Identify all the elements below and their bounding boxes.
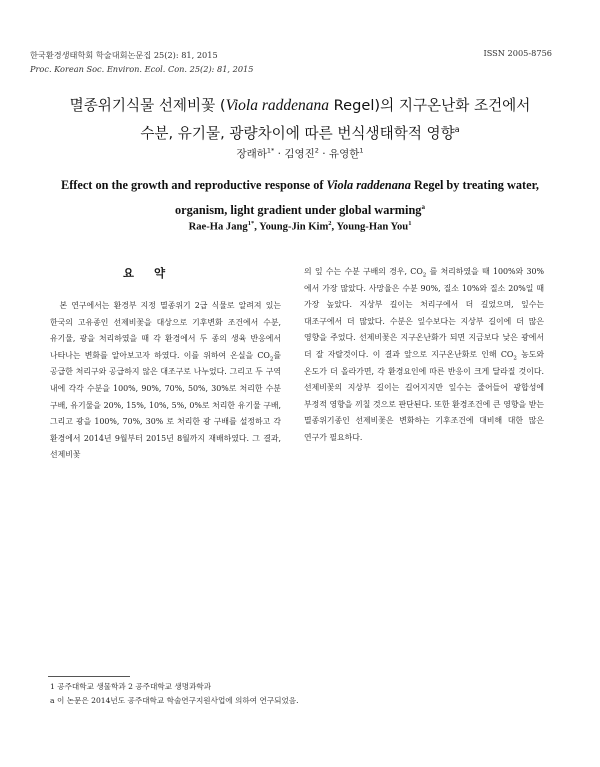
footnote-divider xyxy=(48,676,130,677)
authors-english: Rae-Ha Jang$^{1*}$, Young-Jin Kim$^2$, Young-Han You$^1$ xyxy=(188,220,412,233)
abstract-heading: 요 약 xyxy=(122,266,174,280)
author-1-en: Rae-Ha Jang xyxy=(188,221,248,233)
title-english xyxy=(0,174,600,221)
footnotes xyxy=(50,680,299,708)
author-3: 유영한 xyxy=(328,148,360,160)
title-korean xyxy=(0,94,600,146)
journal-header xyxy=(30,48,253,76)
title-english-line2: organism, light gradient under global warming$^a$ xyxy=(175,203,425,218)
title-korean-line2: 수분, 유기물, 광량차이에 따른 번식생태학적 영향$^a$ xyxy=(140,124,460,142)
author-3-en: Young-Han You xyxy=(336,221,409,233)
abstract-right-column: 의 잎 수는 수분 구배의 경우, $CO_2$ 를 처리하였을 때 100%와 30%에서 가장 많았다. 사망율은 수분 90%, 질소 10%와 질소 20%일 때 가장 높았다. 지상부 길이는 처리구에서 더 길었으며, 잎수는 대조구에서 더 많았다. 수분은 잎수보다는 지상부 길이에 더 많은 영향을 주었다. 선제비꽃은 지구온난화가 되면 지금보다 낮은 광에서 더 잘 자랄것이다. 이 결과 앞으로 지구온난화로 인해 $CO_2$ 농도와 온도가 더 올라가면, 각 환경요인에 따른 반응이 크게 달라질 것이다. 선제비꽃의 지상부 길이는 길어지지만 잎수는 줄어들어 광합성에 부정적 영향을 끼칠 것으로 판단된다. 또한 환경조건에 큰 영향을 받는 멸종위기종인 선제비꽃은 변화하는 기후조건에 대비해 대한 많은 연구가 필요하다. xyxy=(304,267,544,442)
author-2: 김영진 xyxy=(284,148,315,160)
title-korean-line1: 멸종위기식물 선제비꽃 (Viola raddenana Regel)의 지구온난화 조건에서 xyxy=(69,97,531,114)
footnote-affiliations: 1 공주대학교 생물학과 2 공주대학교 생명과학과 xyxy=(50,682,212,691)
abstract-left-column: 본 연구에서는 환경부 지정 멸종위기 2급 식물로 알려져 있는 한국의 고유종인 선제비꽃을 대상으로 기후변화 조건에서 수분, 유기물, 광을 처리하였을 때 각 환경에서 두 종의 생육 반응에서 나타나는 변화를 알아보고자 하였다. 이를 위하여 온실을 $CO_2$를 공급한 처리구와 공급하지 않은 대조구로 나누었다. 그리고 두 구역 내에 각각 수분을 100%, 90%, 70%, 50%, 30%로 처리한 수분 구배, 유기물을 20%, 15%, 10%, 5%, 0%로 처리한 유기물 구배, 그리고 광을 100%, 70%, 30% 로 처리한 광 구배를 설정하고 각 환경에서 2014년 9월부터 2015년 8월까지 재배하였다. 그 결과, 선제비꽃 xyxy=(50,301,281,460)
title-english-line1: Effect on the growth and reproductive response of Viola raddenana Regel by treating water, xyxy=(61,178,539,192)
authors-korean: 장래하$^{1*}$ · 김영진$^2$ · 유영한$^1$ xyxy=(236,146,364,160)
author-2-en: Young-Jin Kim xyxy=(259,221,329,233)
species-name: Viola raddenana xyxy=(225,97,330,114)
issn: ISSN 2005-8756 xyxy=(483,48,552,58)
species-name-english: Viola raddenana xyxy=(326,178,411,192)
footnote-funding: a 이 논문은 2014년도 공주대학교 학술연구지원사업에 의하여 연구되었음. xyxy=(50,696,299,705)
journal-name-korean: 한국환경생태학회 학술대회논문집 25(2): 81, 2015 xyxy=(30,50,218,60)
journal-name-english: Proc. Korean Soc. Environ. Ecol. Con. 25(2): 81, 2015 xyxy=(30,64,254,74)
author-1: 장래하 xyxy=(236,148,267,160)
